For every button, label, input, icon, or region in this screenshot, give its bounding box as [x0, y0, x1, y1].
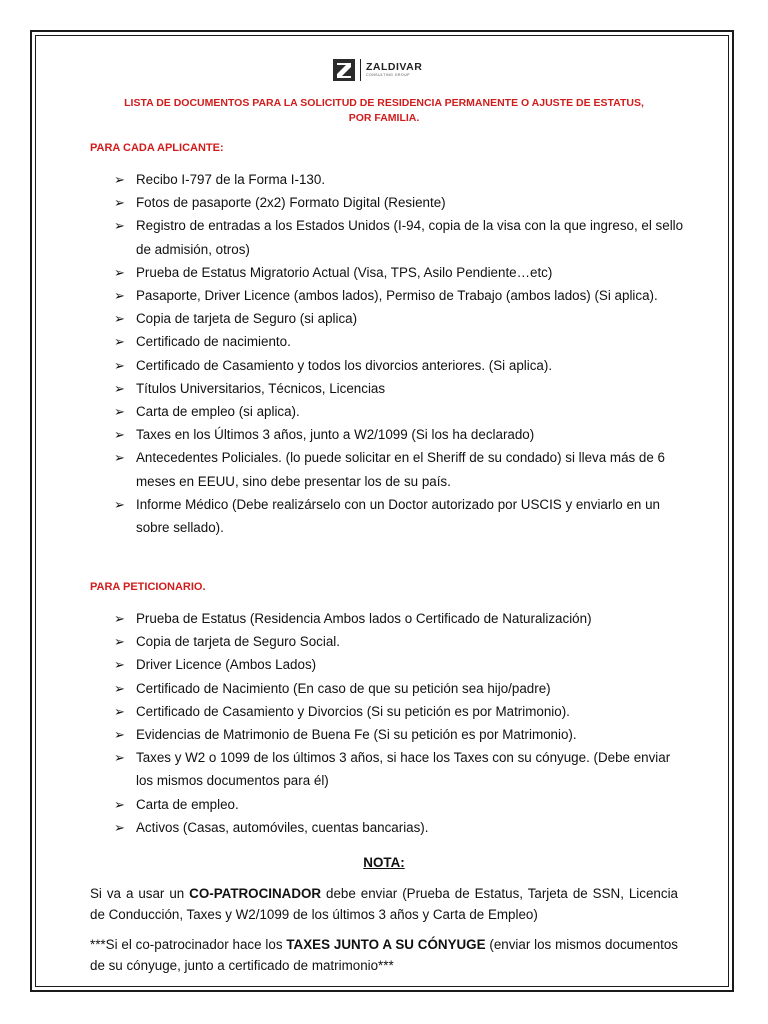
title-line-2: POR FAMILIA.	[348, 112, 420, 124]
list-item	[114, 723, 688, 746]
list-item-text: Prueba de Estatus (Residencia Ambos lados o Certificado de Naturalización)	[136, 611, 592, 626]
list-item	[114, 746, 688, 792]
list-item-text: Copia de tarjeta de Seguro Social.	[136, 634, 340, 650]
co-sponsor-text-a: Si va a usar un	[90, 886, 190, 901]
list-item	[114, 653, 688, 676]
arrow-bullet-icon: ➢	[114, 288, 125, 304]
list-item	[114, 400, 688, 423]
arrow-bullet-icon: ➢	[114, 634, 125, 650]
list-item	[114, 607, 688, 630]
list-item-text: Prueba de Estatus Migratorio Actual (Visa, TPS, Asilo Pendiente…etc)	[136, 264, 553, 280]
list-item-text: Pasaporte, Driver Licence (ambos lados), Permiso de Trabajo (ambos lados) (Si aplica).	[136, 288, 658, 304]
arrow-bullet-icon: ➢	[114, 796, 125, 812]
arrow-bullet-icon: ➢	[114, 819, 125, 835]
logo-name: ZALDIVAR	[366, 60, 423, 73]
petitioner-document-list	[114, 607, 688, 839]
arrow-bullet-icon: ➢	[114, 427, 125, 443]
list-item	[114, 677, 688, 700]
arrow-bullet-icon: ➢	[114, 750, 125, 766]
list-item-text: Evidencias de Matrimonio de Buena Fe (Si su petición es por Matrimonio).	[136, 727, 577, 743]
list-item-text: Certificado de nacimiento.	[136, 334, 291, 350]
arrow-bullet-icon: ➢	[114, 496, 125, 512]
co-sponsor-bold: CO-PATROCINADOR	[189, 886, 322, 901]
joint-taxes-bold: TAXES JUNTO A SU CÓNYUGE	[286, 937, 486, 952]
arrow-bullet-icon: ➢	[114, 657, 125, 673]
list-item	[114, 423, 688, 446]
list-item-text: Carta de empleo.	[136, 796, 239, 812]
list-item-text: Certificado de Nacimiento (En caso de que su petición sea hijo/padre)	[136, 680, 551, 696]
arrow-bullet-icon: ➢	[114, 450, 125, 466]
list-item-text: Títulos Universitarios, Técnicos, Licencias	[136, 380, 386, 396]
section-applicant-heading: PARA CADA APLICANTE:	[90, 142, 224, 154]
document-title	[90, 96, 678, 126]
zaldivar-logo-icon	[333, 59, 355, 81]
list-item	[114, 354, 688, 377]
list-item-text: Informe Médico (Debe realizárselo con un Doctor autorizado por USCIS y enviarlo en un sobre sellado).	[136, 496, 660, 536]
list-item	[114, 816, 688, 839]
company-logo	[333, 58, 422, 82]
list-item	[114, 700, 688, 723]
list-item	[114, 191, 688, 214]
arrow-bullet-icon: ➢	[114, 380, 125, 396]
title-line-1: LISTA DE DOCUMENTOS PARA LA SOLICITUD DE RESIDENCIA PERMANENTE O AJUSTE DE ESTATUS,	[124, 97, 644, 109]
list-item-text: Driver Licence (Ambos Lados)	[136, 657, 317, 673]
joint-taxes-paragraph	[90, 935, 678, 976]
arrow-bullet-icon: ➢	[114, 195, 125, 211]
arrow-bullet-icon: ➢	[114, 727, 125, 743]
list-item	[114, 377, 688, 400]
list-item	[114, 446, 688, 492]
co-sponsor-paragraph	[90, 884, 678, 925]
list-item-text: Antecedentes Policiales. (lo puede solicitar en el Sheriff de su condado) si lleva más de 6 meses en EEUU, sino debe presentar los de su país.	[136, 450, 665, 489]
list-item-text: Copia de tarjeta de Seguro (si aplica)	[136, 311, 358, 327]
list-item-text: Registro de entradas a los Estados Unidos (I-94, copia de la visa con la que ingreso, el sello de admisión, otros)	[136, 218, 684, 257]
co-sponsor-text-b: debe enviar (Prueba de Estatus, Tarjeta de SSN, Licencia de Conducción, Taxes y W2/1099 de los últimos 3 años y Carta de Empleo)	[90, 886, 678, 922]
list-item	[114, 214, 688, 260]
arrow-bullet-icon: ➢	[114, 218, 125, 234]
arrow-bullet-icon: ➢	[114, 611, 125, 626]
list-item	[114, 330, 688, 353]
list-item-text: Taxes en los Últimos 3 años, junto a W2/1099 (Si los ha declarado)	[136, 427, 535, 443]
nota-heading: NOTA:	[363, 855, 405, 870]
logo-separator	[360, 59, 361, 81]
arrow-bullet-icon: ➢	[114, 334, 125, 350]
list-item-text: Activos (Casas, automóviles, cuentas bancarias).	[136, 819, 429, 835]
arrow-bullet-icon: ➢	[114, 311, 125, 327]
arrow-bullet-icon: ➢	[114, 172, 125, 187]
list-item	[114, 168, 688, 191]
list-item	[114, 284, 688, 307]
arrow-bullet-icon: ➢	[114, 264, 125, 280]
applicant-document-list	[114, 168, 688, 539]
list-item-text: Carta de empleo (si aplica).	[136, 404, 300, 420]
arrow-bullet-icon: ➢	[114, 404, 125, 420]
joint-taxes-text-a: ***Si el co-patrocinador hace los	[90, 937, 287, 952]
joint-taxes-text-b: (enviar los mismos documentos de su cónyuge, junto a certificado de matrimonio***	[90, 937, 679, 973]
list-item-text: Taxes y W2 o 1099 de los últimos 3 años, si hace los Taxes con su cónyuge. (Debe enviar los mismos documentos para él)	[136, 750, 671, 789]
arrow-bullet-icon: ➢	[114, 357, 125, 373]
list-item	[114, 261, 688, 284]
logo-subtitle: CONSULTING GROUP	[366, 73, 410, 78]
list-item-text: Recibo I-797 de la Forma I-130.	[136, 172, 326, 187]
arrow-bullet-icon: ➢	[114, 703, 125, 719]
section-petitioner-heading: PARA PETICIONARIO.	[90, 581, 206, 593]
list-item-text: Certificado de Casamiento y todos los divorcios anteriores. (Si aplica).	[136, 357, 553, 373]
list-item	[114, 793, 688, 816]
list-item-text: Certificado de Casamiento y Divorcios (Si su petición es por Matrimonio).	[136, 703, 570, 719]
list-item-text: Fotos de pasaporte (2x2) Formato Digital (Resiente)	[136, 195, 446, 211]
list-item	[114, 493, 688, 539]
arrow-bullet-icon: ➢	[114, 680, 125, 696]
list-item	[114, 630, 688, 653]
list-item	[114, 307, 688, 330]
